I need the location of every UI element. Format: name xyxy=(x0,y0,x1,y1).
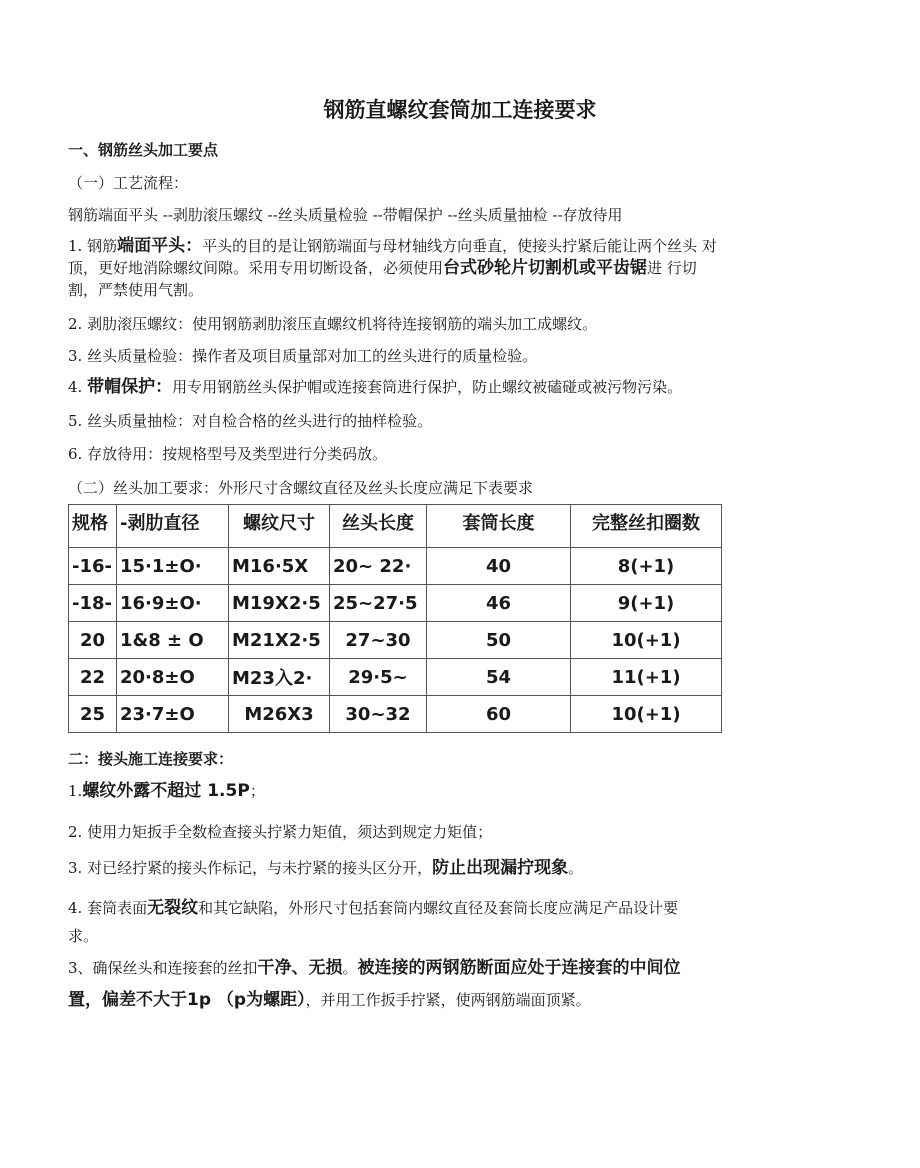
req-item-2: 2. 使用力矩扳手全数检查接头拧紧力矩值，须达到规定力矩值； xyxy=(68,823,493,841)
req-item-3-tail: 。 xyxy=(568,859,584,877)
req-item-3-keyword: 防止出现漏拧现象 xyxy=(432,858,569,878)
subsection-requirements: （二）丝头加工要求：外形尺寸含螺纹直径及丝头长度应满足下表要求 xyxy=(68,479,534,497)
item-5: 5. 丝头质量抽检：对自检合格的丝头进行的抽样检验。 xyxy=(68,412,433,430)
table-row xyxy=(69,696,722,733)
table-cell: M26X3 xyxy=(229,696,330,733)
thread-spec-table xyxy=(68,504,722,733)
req-item-5-mid: 。 xyxy=(342,959,358,977)
item-1-text-2a: 顶，更好地消除螺纹间隙。采用专用切断设备，必须使用 xyxy=(68,259,444,277)
process-flow-text: 钢筋端面平头 --剥肋滚压螺纹 --丝头质量检验 --带帽保护 --丝头质量抽检 --存放待用 xyxy=(68,206,623,224)
req-item-1-tail: ； xyxy=(249,782,265,800)
req-item-4-number: 4. 套筒表面 xyxy=(68,899,148,917)
table-header-cell: 螺纹尺寸 xyxy=(229,505,330,548)
table-cell: M19X2·5 xyxy=(229,585,330,622)
table-cell: 54 xyxy=(427,659,571,696)
table-cell: 50 xyxy=(427,622,571,659)
table-cell: M23入2· xyxy=(229,659,330,696)
table-header-cell: 丝头长度 xyxy=(330,505,427,548)
item-6: 6. 存放待用：按规格型号及类型进行分类码放。 xyxy=(68,445,388,463)
item-1-keyword-2: 台式砂轮片切割机或平齿锯 xyxy=(443,258,648,278)
table-cell: 20·8±O xyxy=(117,659,229,696)
table-cell: 25~27·5 xyxy=(330,585,427,622)
item-4-keyword: 带帽保护： xyxy=(87,377,173,397)
item-4 xyxy=(68,377,682,398)
section-1-heading: 一、钢筋丝头加工要点 xyxy=(68,141,219,159)
table-cell: 20 xyxy=(69,622,117,659)
table-cell: 25 xyxy=(69,696,117,733)
req-item-1-number: 1. xyxy=(68,782,83,800)
req-item-5-number: 3、确保丝头和连接套的丝扣 xyxy=(68,959,258,977)
section-2-heading: 二：接头施工连接要求： xyxy=(68,750,234,768)
table-header-cell: 套筒长度 xyxy=(427,505,571,548)
table-header-cell: 完整丝扣圈数 xyxy=(571,505,722,548)
item-1-line-2 xyxy=(68,258,697,279)
table-cell: 46 xyxy=(427,585,571,622)
table-header-cell: 规格 xyxy=(69,505,117,548)
table-row xyxy=(69,548,722,585)
table-row xyxy=(69,585,722,622)
table-cell: 10(+1) xyxy=(571,622,722,659)
table-cell: 20~ 22· xyxy=(330,548,427,585)
table-cell: 29·5~ xyxy=(330,659,427,696)
item-4-text: 用专用钢筋丝头保护帽或连接套筒进行保护，防止螺纹被磕碰或被污物污染。 xyxy=(172,378,683,396)
item-1-line-3: 割，严禁使用气割。 xyxy=(68,281,204,299)
subsection-process-flow: （一）工艺流程： xyxy=(68,174,189,192)
req-item-5-keyword: 干净、无损 xyxy=(257,958,343,978)
table-cell: 40 xyxy=(427,548,571,585)
req-item-3 xyxy=(68,858,583,879)
req-item-4-keyword: 无裂纹 xyxy=(147,898,199,918)
req-item-5-line-1 xyxy=(68,958,681,979)
req-item-4-text: 和其它缺陷，外形尺寸包括套筒内螺纹直径及套筒长度应满足产品设计要 xyxy=(198,899,679,917)
table-row xyxy=(69,622,722,659)
table-cell: 10(+1) xyxy=(571,696,722,733)
table-cell: 11(+1) xyxy=(571,659,722,696)
item-1-keyword: 端面平头： xyxy=(117,236,203,256)
req-item-4-line-2: 求。 xyxy=(68,927,99,945)
table-cell: 16·9±O· xyxy=(117,585,229,622)
table-header-row xyxy=(69,505,722,548)
req-item-3-text: 3. 对已经拧紧的接头作标记，与未拧紧的接头区分开， xyxy=(68,859,433,877)
table-header-cell: -剥肋直径 xyxy=(117,505,229,548)
table-cell: 23·7±O xyxy=(117,696,229,733)
page-title: 钢筋直螺纹套筒加工连接要求 xyxy=(323,98,597,122)
table-cell: 30~32 xyxy=(330,696,427,733)
table-cell: M21X2·5 xyxy=(229,622,330,659)
table-cell: 1&8 ± O xyxy=(117,622,229,659)
table-cell: 22 xyxy=(69,659,117,696)
req-item-5-line-2 xyxy=(68,990,591,1011)
req-item-5-keyword-3: 置，偏差不大于1p （p为螺距） xyxy=(68,990,306,1010)
table-cell: -16- xyxy=(69,548,117,585)
table-row xyxy=(69,659,722,696)
table-cell: 27~30 xyxy=(330,622,427,659)
req-item-1 xyxy=(68,781,265,802)
item-3: 3. 丝头质量检验：操作者及项目质量部对加工的丝头进行的质量检验。 xyxy=(68,347,538,365)
item-1-text: 平头的目的是让钢筋端面与母材轴线方向垂直，使接头拧紧后能让两个丝头 对 xyxy=(202,237,717,255)
item-1-line-1 xyxy=(68,236,717,257)
item-2: 2. 剥肋滚压螺纹：使用钢筋剥肋滚压直螺纹机将待连接钢筋的端头加工成螺纹。 xyxy=(68,315,598,333)
req-item-5-tail: ，并用工作扳手拧紧，使两钢筋端面顶紧。 xyxy=(305,991,591,1009)
table-cell: 8(+1) xyxy=(571,548,722,585)
table-cell: 9(+1) xyxy=(571,585,722,622)
table-cell: M16·5X xyxy=(229,548,330,585)
req-item-1-keyword: 螺纹外露不超过 1.5P xyxy=(82,781,250,801)
item-1-text-2b: 进 行切 xyxy=(647,259,697,277)
req-item-5-keyword-2: 被连接的两钢筋断面应处于连接套的中间位 xyxy=(357,958,681,978)
table-cell: 60 xyxy=(427,696,571,733)
item-4-number: 4. xyxy=(68,378,88,396)
req-item-4-line-1 xyxy=(68,898,678,919)
table-cell: -18- xyxy=(69,585,117,622)
item-1-number: 1. 钢筋 xyxy=(68,237,118,255)
table-cell: 15·1±O· xyxy=(117,548,229,585)
